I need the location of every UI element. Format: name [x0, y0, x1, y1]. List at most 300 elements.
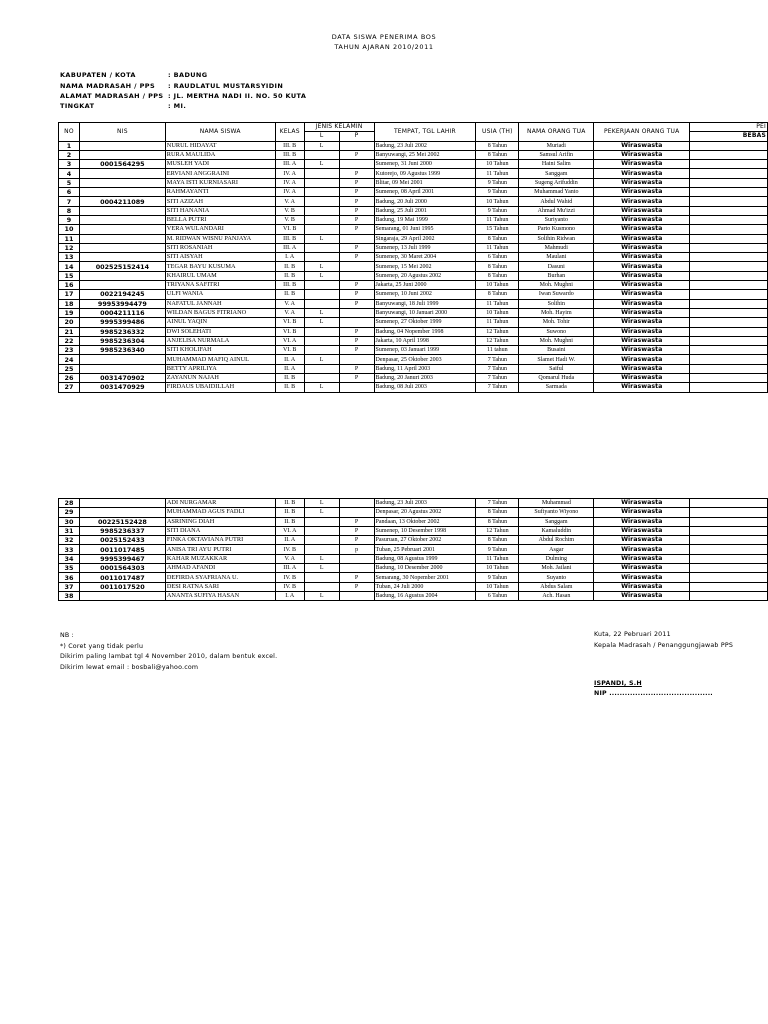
cell-extra: [690, 197, 768, 206]
cell-ttl: Sumenep, 15 Mei 2002: [374, 262, 476, 271]
cell-no: 31: [59, 526, 80, 535]
cell-ttl: Jakarta, 10 April 1998: [374, 336, 476, 345]
cell-l: [304, 150, 339, 159]
cell-pekerjaan: Wiraswasta: [594, 545, 690, 554]
cell-p: P: [339, 188, 374, 197]
cell-p: [339, 355, 374, 364]
cell-nis: 0031470929: [79, 383, 165, 392]
cell-no: 20: [59, 318, 80, 327]
table-row: [59, 243, 768, 252]
cell-usia: 9 Tahun: [476, 206, 519, 215]
cell-orang-tua: Sufiyanto Wiyono: [519, 508, 594, 517]
cell-usia: 11 Tahun: [476, 215, 519, 224]
table-row: [59, 336, 768, 345]
cell-nis: [79, 150, 165, 159]
cell-p: [339, 591, 374, 600]
cell-kelas: VI. B: [275, 327, 304, 336]
table-row: [59, 346, 768, 355]
cell-extra: [690, 383, 768, 392]
cell-pekerjaan: Wiraswasta: [594, 262, 690, 271]
cell-usia: 12 Tahun: [476, 336, 519, 345]
cell-p: P: [339, 281, 374, 290]
table-row: [59, 508, 768, 517]
cell-nis: 0022194245: [79, 290, 165, 299]
cell-extra: [690, 206, 768, 215]
cell-orang-tua: Solihin: [519, 299, 594, 308]
cell-ttl: Sumenep, 30 Maret 2004: [374, 253, 476, 262]
cell-kelas: IV. A: [275, 169, 304, 178]
cell-p: P: [339, 225, 374, 234]
table-row: [59, 355, 768, 364]
cell-usia: 7 Tahun: [476, 364, 519, 373]
cell-no: 36: [59, 573, 80, 582]
cell-orang-tua: Sarmada: [519, 383, 594, 392]
cell-ttl: Tuban, 24 Juli 2000: [374, 582, 476, 591]
cell-nis: [79, 364, 165, 373]
cell-no: 1: [59, 141, 80, 150]
cell-l: L: [304, 271, 339, 280]
cell-no: 21: [59, 327, 80, 336]
table-row: [59, 545, 768, 554]
cell-extra: [690, 526, 768, 535]
cell-p: [339, 383, 374, 392]
cell-kelas: V. A: [275, 554, 304, 563]
cell-p: P: [339, 150, 374, 159]
cell-p: [339, 271, 374, 280]
cell-pekerjaan: Wiraswasta: [594, 141, 690, 150]
cell-l: [304, 197, 339, 206]
col-header-ttl: TEMPAT, TGL LAHIR: [374, 123, 476, 142]
cell-ttl: Badung, 23 Juli 2002: [374, 141, 476, 150]
cell-nama: TEGAR BAYU KUSUMA: [165, 262, 275, 271]
cell-kelas: III. B: [275, 234, 304, 243]
cell-ttl: Semarang, 01 Juni 1995: [374, 225, 476, 234]
cell-extra: [690, 281, 768, 290]
cell-orang-tua: Solihin Ridwan: [519, 234, 594, 243]
cell-l: [304, 526, 339, 535]
student-table-part1: [58, 122, 768, 393]
table-row: [59, 197, 768, 206]
cell-nama: DEFIRDA SYAFRIANA U.: [165, 573, 275, 582]
cell-extra: [690, 327, 768, 336]
cell-nama: SITI AZIZAH: [165, 197, 275, 206]
table-row: [59, 308, 768, 317]
cell-extra: [690, 591, 768, 600]
cell-pekerjaan: Wiraswasta: [594, 591, 690, 600]
cell-orang-tua: Muhammad: [519, 499, 594, 508]
cell-l: [304, 327, 339, 336]
table-row: [59, 499, 768, 508]
table-row: [59, 591, 768, 600]
cell-kelas: IV. B: [275, 573, 304, 582]
cell-usia: 9 Tahun: [476, 188, 519, 197]
table-row: [59, 364, 768, 373]
info-tingkat: [60, 102, 186, 110]
cell-p: P: [339, 253, 374, 262]
cell-nama: MUSLEH YADI: [165, 160, 275, 169]
cell-kelas: IV. A: [275, 188, 304, 197]
cell-usia: 9 Tahun: [476, 178, 519, 187]
cell-nis: 0011017485: [79, 545, 165, 554]
cell-nama: ANISA TRI AYU PUTRI: [165, 545, 275, 554]
cell-extra: [690, 573, 768, 582]
table-row: [59, 225, 768, 234]
cell-ttl: Singaraja, 29 April 2002: [374, 234, 476, 243]
cell-nis: 9985236340: [79, 346, 165, 355]
cell-nama: SITI ROSANIAH: [165, 243, 275, 252]
cell-l: [304, 336, 339, 345]
cell-usia: 11 tahun: [476, 346, 519, 355]
cell-usia: 12 Tahun: [476, 327, 519, 336]
cell-nis: [79, 169, 165, 178]
cell-nama: ANJELISA NURMALA: [165, 336, 275, 345]
cell-p: P: [339, 215, 374, 224]
cell-kelas: I. A: [275, 591, 304, 600]
cell-usia: 11 Tahun: [476, 243, 519, 252]
cell-orang-tua: Kamaluddin: [519, 526, 594, 535]
info-value: : JL. MERTHA NADI II. NO. 50 KUTA: [168, 92, 307, 100]
cell-ttl: Badung, 11 April 2003: [374, 364, 476, 373]
cell-p: p: [339, 545, 374, 554]
cell-nis: 0001564295: [79, 160, 165, 169]
cell-usia: 8 Tahun: [476, 517, 519, 526]
cell-p: P: [339, 526, 374, 535]
cell-nis: [79, 591, 165, 600]
cell-usia: 8 Tahun: [476, 508, 519, 517]
cell-pekerjaan: Wiraswasta: [594, 150, 690, 159]
cell-orang-tua: Sanggam: [519, 517, 594, 526]
info-label: ALAMAT MADRASAH / PPS: [60, 92, 164, 100]
cell-nis: 0025152433: [79, 536, 165, 545]
cell-kelas: VI. A: [275, 336, 304, 345]
cell-l: L: [304, 499, 339, 508]
cell-nis: 0004211116: [79, 308, 165, 317]
cell-kelas: II. B: [275, 374, 304, 383]
cell-nis: 9985236332: [79, 327, 165, 336]
cell-usia: 8 Tahun: [476, 141, 519, 150]
col-header-extra: PEI: [690, 123, 768, 132]
cell-nama: MUHAMMAD MAFIQ AINUL: [165, 355, 275, 364]
cell-l: L: [304, 318, 339, 327]
cell-pekerjaan: Wiraswasta: [594, 374, 690, 383]
cell-usia: 10 Tahun: [476, 564, 519, 573]
table-row: [59, 536, 768, 545]
cell-l: L: [304, 554, 339, 563]
col-header-l: L: [304, 132, 339, 141]
cell-extra: [690, 364, 768, 373]
cell-orang-tua: Moh. Mughni: [519, 336, 594, 345]
cell-nama: ANANTA SUFIYA HASAN: [165, 591, 275, 600]
cell-no: 27: [59, 383, 80, 392]
cell-pekerjaan: Wiraswasta: [594, 197, 690, 206]
cell-l: [304, 346, 339, 355]
cell-nama: NURUL HIDAYAT: [165, 141, 275, 150]
cell-usia: 10 Tahun: [476, 281, 519, 290]
cell-kelas: II. B: [275, 499, 304, 508]
table-row: [59, 150, 768, 159]
table-row: [59, 374, 768, 383]
cell-orang-tua: Samsul Arifin: [519, 150, 594, 159]
cell-nis: [79, 141, 165, 150]
cell-p: P: [339, 299, 374, 308]
cell-kelas: V. B: [275, 206, 304, 215]
cell-nis: [79, 243, 165, 252]
cell-l: L: [304, 308, 339, 317]
cell-no: 25: [59, 364, 80, 373]
cell-orang-tua: Moh. Hayim: [519, 308, 594, 317]
cell-nis: 00225152428: [79, 517, 165, 526]
cell-kelas: I. A: [275, 253, 304, 262]
cell-no: 23: [59, 346, 80, 355]
cell-pekerjaan: Wiraswasta: [594, 178, 690, 187]
cell-orang-tua: Suwono: [519, 327, 594, 336]
cell-p: P: [339, 327, 374, 336]
cell-nama: VERA WULANDARI: [165, 225, 275, 234]
cell-nama: DWI SOLEHATI: [165, 327, 275, 336]
cell-pekerjaan: Wiraswasta: [594, 234, 690, 243]
cell-orang-tua: Abdul Rochim: [519, 536, 594, 545]
cell-orang-tua: Sanggam: [519, 169, 594, 178]
cell-orang-tua: Busaini: [519, 346, 594, 355]
cell-orang-tua: Ahmad Mu'izzi: [519, 206, 594, 215]
table-row: [59, 318, 768, 327]
cell-ttl: Banyuwangi, 25 Mei 2002: [374, 150, 476, 159]
cell-orang-tua: Slamet Hadi W.: [519, 355, 594, 364]
cell-nis: 9985236304: [79, 336, 165, 345]
cell-pekerjaan: Wiraswasta: [594, 188, 690, 197]
cell-p: [339, 308, 374, 317]
cell-usia: 11 Tahun: [476, 299, 519, 308]
cell-l: [304, 206, 339, 215]
cell-orang-tua: Maulani: [519, 253, 594, 262]
cell-orang-tua: Ach. Hasan: [519, 591, 594, 600]
cell-no: 10: [59, 225, 80, 234]
cell-p: [339, 262, 374, 271]
cell-nama: SITI DIANA: [165, 526, 275, 535]
cell-usia: 8 Tahun: [476, 290, 519, 299]
cell-no: 28: [59, 499, 80, 508]
table-body-part1: [59, 141, 768, 392]
cell-kelas: VI. A: [275, 526, 304, 535]
cell-kelas: II. B: [275, 262, 304, 271]
cell-orang-tua: Suriyanto: [519, 215, 594, 224]
cell-kelas: II. A: [275, 355, 304, 364]
cell-extra: [690, 508, 768, 517]
cell-nama: AINUL YAQIN: [165, 318, 275, 327]
cell-usia: 9 Tahun: [476, 573, 519, 582]
cell-pekerjaan: Wiraswasta: [594, 206, 690, 215]
cell-ttl: Badung, 19 Mai 1999: [374, 215, 476, 224]
table-row: [59, 160, 768, 169]
cell-nis: 99953994479: [79, 299, 165, 308]
cell-no: 3: [59, 160, 80, 169]
cell-kelas: III. B: [275, 281, 304, 290]
info-nama-madrasah: [60, 82, 283, 90]
cell-pekerjaan: Wiraswasta: [594, 290, 690, 299]
cell-p: P: [339, 336, 374, 345]
cell-no: 12: [59, 243, 80, 252]
col-header-bebas: BEBAS: [690, 132, 768, 141]
cell-pekerjaan: Wiraswasta: [594, 517, 690, 526]
signature-name: ISPANDI, S.H: [594, 680, 642, 687]
cell-kelas: III. A: [275, 564, 304, 573]
cell-orang-tua: Mahmudi: [519, 243, 594, 252]
cell-pekerjaan: Wiraswasta: [594, 582, 690, 591]
table-row: [59, 281, 768, 290]
cell-p: P: [339, 290, 374, 299]
signature-place-date: Kuta, 22 Pebruari 2011: [594, 631, 671, 638]
cell-nis: 0011017487: [79, 573, 165, 582]
cell-nis: 002525152414: [79, 262, 165, 271]
cell-ttl: Banyuwangi, 18 Juli 1999: [374, 299, 476, 308]
cell-ttl: Badung, 10 Desember 2000: [374, 564, 476, 573]
cell-usia: 11 Tahun: [476, 318, 519, 327]
cell-nama: SITI AISYAH: [165, 253, 275, 262]
cell-no: 35: [59, 564, 80, 573]
cell-ttl: Semarang, 30 Nopember 2001: [374, 573, 476, 582]
cell-p: P: [339, 364, 374, 373]
cell-kelas: V. A: [275, 299, 304, 308]
cell-p: P: [339, 178, 374, 187]
info-value: : MI.: [168, 102, 187, 110]
cell-p: [339, 234, 374, 243]
cell-orang-tua: Qomarul Huda: [519, 374, 594, 383]
cell-nama: KAHAR MUZAKKAR: [165, 554, 275, 563]
cell-usia: 7 Tahun: [476, 355, 519, 364]
cell-ttl: Badung, 08 Juli 2003: [374, 383, 476, 392]
cell-l: [304, 364, 339, 373]
cell-extra: [690, 554, 768, 563]
cell-nama: MUHAMMAD AGUS FADLI: [165, 508, 275, 517]
cell-usia: 7 Tahun: [476, 383, 519, 392]
table-row: [59, 383, 768, 392]
cell-ttl: Badung, 23 Juli 2003: [374, 499, 476, 508]
cell-pekerjaan: Wiraswasta: [594, 383, 690, 392]
cell-no: 11: [59, 234, 80, 243]
cell-pekerjaan: Wiraswasta: [594, 281, 690, 290]
table-row: [59, 526, 768, 535]
cell-orang-tua: Muriadi: [519, 141, 594, 150]
cell-nis: 0031470902: [79, 374, 165, 383]
table-body-part2: [59, 499, 768, 601]
cell-no: 22: [59, 336, 80, 345]
cell-l: L: [304, 141, 339, 150]
col-header-usia: USIA (TH): [476, 123, 519, 142]
cell-no: 15: [59, 271, 80, 280]
cell-l: [304, 253, 339, 262]
cell-pekerjaan: Wiraswasta: [594, 564, 690, 573]
cell-kelas: III. B: [275, 141, 304, 150]
table-row: [59, 299, 768, 308]
notes-line-2: Dikirim paling lambat tgl 4 November 2010, dalam bentuk excel.: [60, 653, 278, 660]
cell-extra: [690, 225, 768, 234]
notes-line-3: Dikirim lewat email : bosbali@yahoo.com: [60, 663, 199, 671]
cell-kelas: VI. B: [275, 225, 304, 234]
cell-extra: [690, 336, 768, 345]
info-kabupaten: [60, 71, 208, 79]
cell-nama: WILDAN BAGUS FITRIANO: [165, 308, 275, 317]
col-header-nis: NIS: [79, 123, 165, 142]
cell-p: P: [339, 374, 374, 383]
cell-extra: [690, 253, 768, 262]
cell-kelas: II. B: [275, 271, 304, 280]
cell-pekerjaan: Wiraswasta: [594, 346, 690, 355]
cell-nis: [79, 271, 165, 280]
cell-extra: [690, 545, 768, 554]
table-row: [59, 271, 768, 280]
cell-kelas: II. A: [275, 536, 304, 545]
table-row: [59, 215, 768, 224]
cell-pekerjaan: Wiraswasta: [594, 554, 690, 563]
table-row: [59, 206, 768, 215]
notes-label: NB :: [60, 632, 74, 639]
cell-ttl: Sumenep, 20 Agustus 2002: [374, 271, 476, 280]
cell-ttl: Badung, 08 Agustus 1999: [374, 554, 476, 563]
cell-kelas: V. A: [275, 197, 304, 206]
cell-nama: FINKA OKTAVIANA PUTRI: [165, 536, 275, 545]
cell-orang-tua: Asgar: [519, 545, 594, 554]
table-row: [59, 262, 768, 271]
col-header-no: NO: [59, 123, 80, 142]
table-row: [59, 253, 768, 262]
cell-l: L: [304, 355, 339, 364]
cell-pekerjaan: Wiraswasta: [594, 308, 690, 317]
document-title: DATA SISWA PENERIMA BOS: [331, 33, 437, 41]
cell-extra: [690, 536, 768, 545]
cell-l: L: [304, 564, 339, 573]
cell-extra: [690, 262, 768, 271]
cell-pekerjaan: Wiraswasta: [594, 364, 690, 373]
cell-nis: 0011017520: [79, 582, 165, 591]
cell-p: [339, 554, 374, 563]
info-label: NAMA MADRASAH / PPS: [60, 82, 156, 90]
cell-nis: 0001564303: [79, 564, 165, 573]
cell-usia: 10 Tahun: [476, 308, 519, 317]
cell-ttl: Badung, 04 Nopember 1998: [374, 327, 476, 336]
cell-no: 14: [59, 262, 80, 271]
cell-usia: 8 Tahun: [476, 271, 519, 280]
cell-no: 7: [59, 197, 80, 206]
cell-no: 19: [59, 308, 80, 317]
cell-nis: [79, 508, 165, 517]
cell-usia: 10 Tahun: [476, 582, 519, 591]
cell-orang-tua: Moh. Tohir: [519, 318, 594, 327]
cell-ttl: Banyuwangi, 10 Januari 2000: [374, 308, 476, 317]
cell-ttl: Pasuruan, 27 Oktober 2002: [374, 536, 476, 545]
cell-l: [304, 281, 339, 290]
cell-ttl: Sumenep, 10 Desember 1998: [374, 526, 476, 535]
cell-orang-tua: Burhan: [519, 271, 594, 280]
cell-l: L: [304, 383, 339, 392]
cell-nama: MAYA ISTI KURNIASARI: [165, 178, 275, 187]
cell-l: [304, 517, 339, 526]
cell-ttl: Badung, 25 Juli 2001: [374, 206, 476, 215]
cell-no: 26: [59, 374, 80, 383]
info-label: TINGKAT: [60, 102, 95, 110]
cell-l: [304, 573, 339, 582]
cell-orang-tua: Sugeng Arifuddin: [519, 178, 594, 187]
cell-kelas: V. A: [275, 308, 304, 317]
cell-extra: [690, 346, 768, 355]
cell-no: 38: [59, 591, 80, 600]
cell-pekerjaan: Wiraswasta: [594, 160, 690, 169]
cell-extra: [690, 178, 768, 187]
cell-nama: ASRINING DIAH: [165, 517, 275, 526]
cell-extra: [690, 517, 768, 526]
cell-l: L: [304, 262, 339, 271]
signature-nip: NIP ........................................: [594, 690, 713, 697]
cell-no: 5: [59, 178, 80, 187]
